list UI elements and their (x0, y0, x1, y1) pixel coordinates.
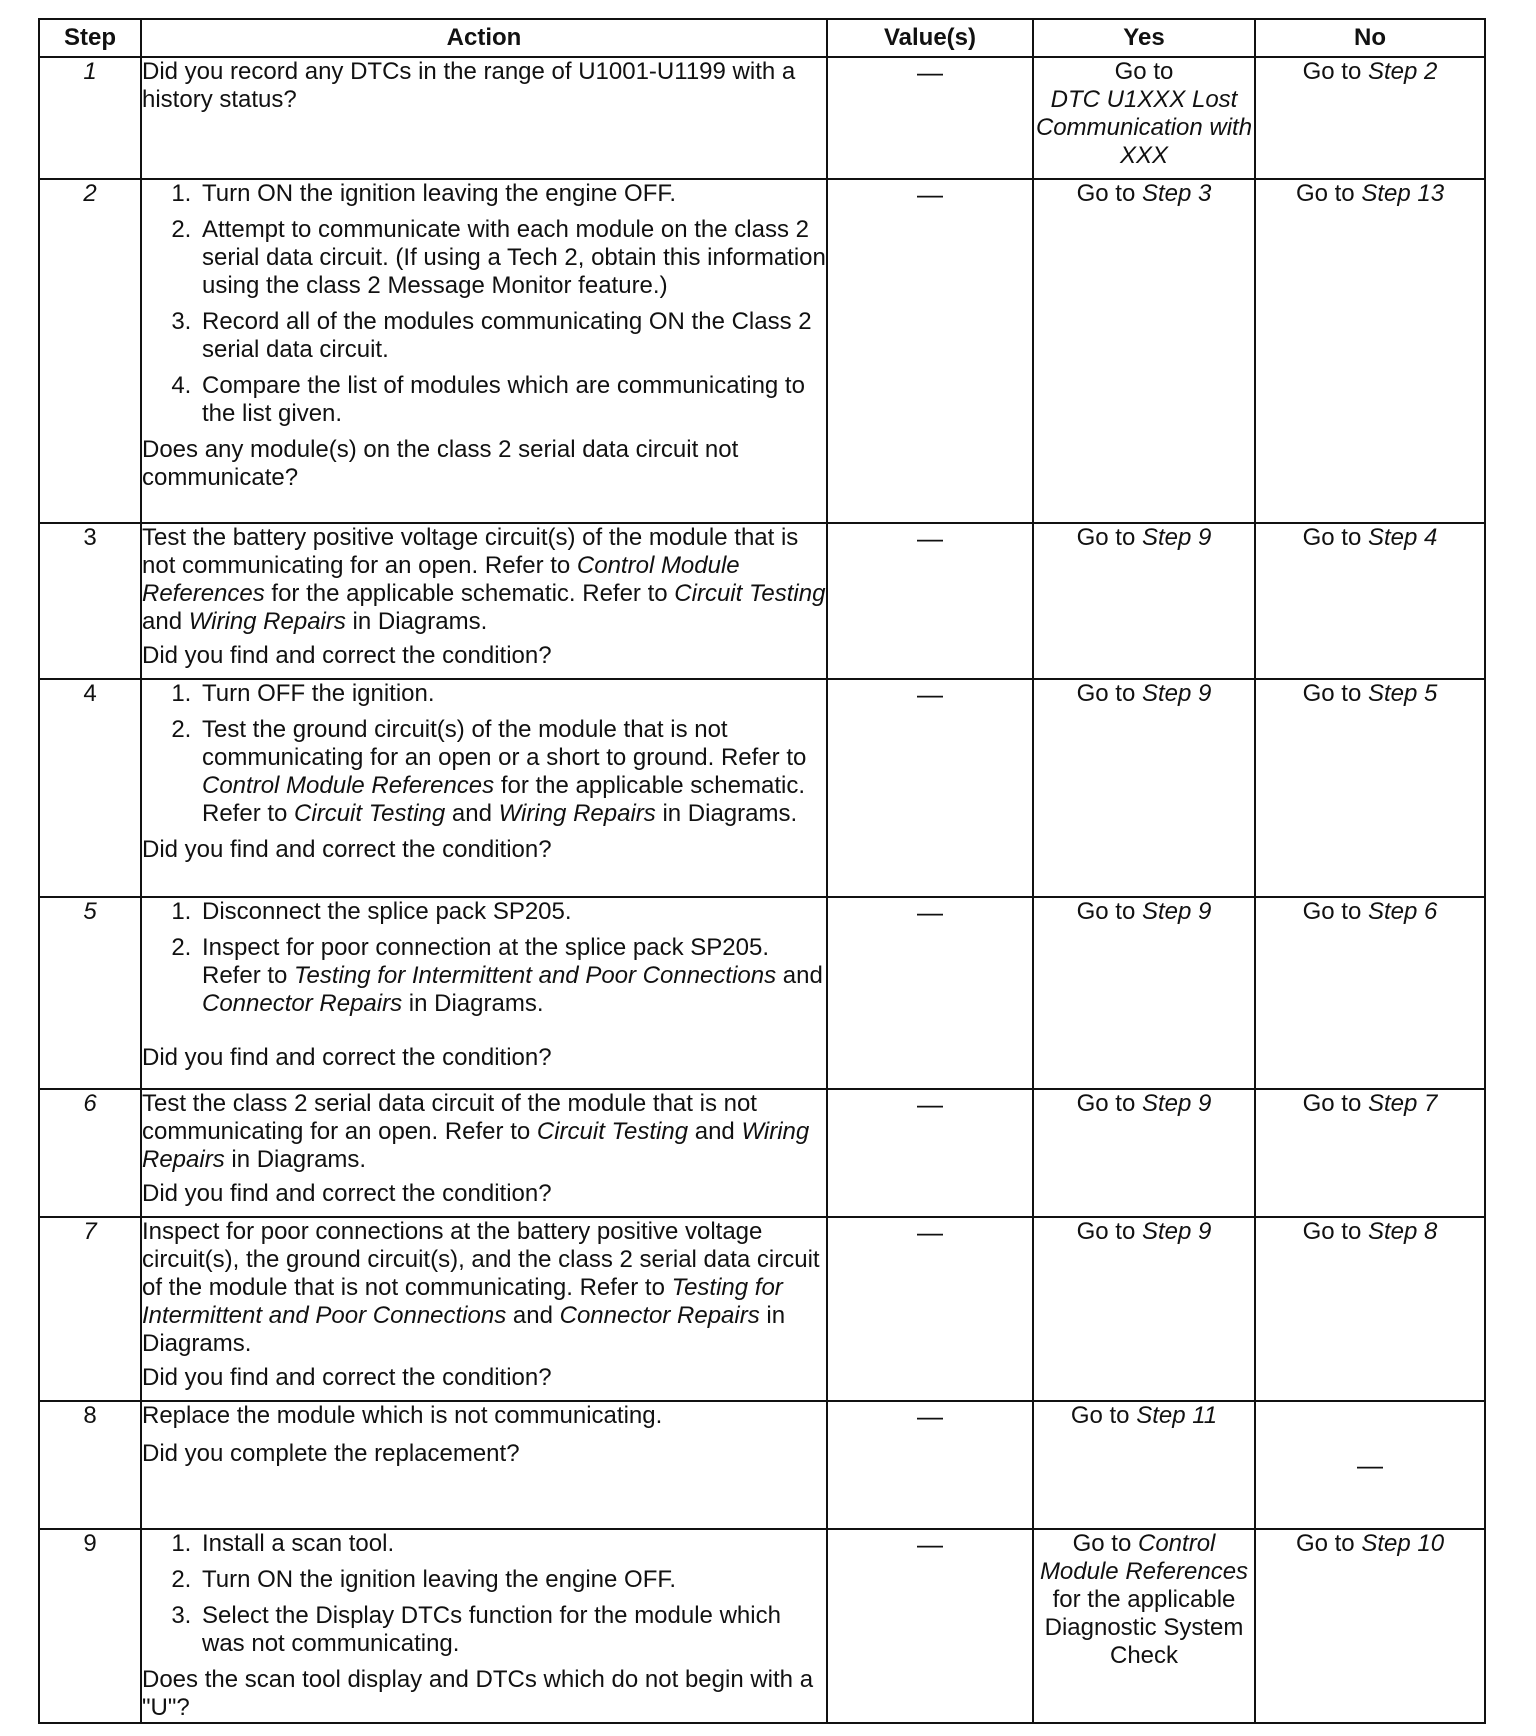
step-number: 3 (39, 523, 141, 679)
action-text (142, 524, 826, 636)
step-number: 7 (39, 1217, 141, 1401)
yes-cell (1033, 1089, 1255, 1217)
yes-cell (1033, 1529, 1255, 1723)
action-text-part: Test the class 2 serial data circuit of the module that is not communicating for an open. Refer to (142, 1090, 757, 1145)
action-cell (141, 679, 827, 897)
table-row (39, 897, 1485, 1089)
value-cell: — (827, 1529, 1033, 1723)
action-question: Did you complete the replacement? (142, 1440, 520, 1467)
action-step-item: 2. Attempt to communicate with each module on the class 2 serial data circuit. (If using a Tech 2, obtain this information using the class 2 Message Monitor feature.) (198, 216, 826, 300)
reference-circuit-testing: Circuit Testing (294, 800, 446, 827)
yes-step-link: Step 9 (1141, 1090, 1212, 1117)
action-step-item (198, 716, 826, 828)
action-steps-list (142, 898, 826, 1018)
step-number: 8 (39, 1401, 141, 1529)
no-goto-text: Go to (1295, 1530, 1362, 1557)
no-step-link: Step 8 (1367, 1218, 1438, 1245)
step-number: 1 (39, 57, 141, 179)
no-step-link: Step 6 (1367, 898, 1438, 925)
action-cell (141, 179, 827, 523)
no-cell (1255, 1089, 1485, 1217)
header-step: Step (39, 19, 141, 57)
no-step-link: Step 10 (1361, 1530, 1445, 1557)
action-text-part: in Diagrams. (224, 1146, 367, 1173)
yes-cell (1033, 679, 1255, 897)
no-step-link: Step 5 (1367, 680, 1438, 707)
action-text-part: and (142, 608, 189, 635)
action-question: Did you find and correct the condition? (142, 1044, 552, 1071)
no-goto-text: Go to (1302, 898, 1368, 925)
yes-goto-text: Go to (1076, 180, 1142, 207)
yes-cell (1033, 1217, 1255, 1401)
reference-intermittent-connections: Testing for Intermittent and Poor Connections (294, 962, 777, 989)
no-goto-text: Go to (1295, 180, 1362, 207)
header-row (39, 19, 1485, 57)
action-text-part: Test the battery positive voltage circuit(s) of the module that is not communicating for an open. Refer to (142, 524, 799, 579)
no-cell (1255, 179, 1485, 523)
action-text-part: and (445, 800, 499, 827)
yes-goto-text: Go to (1076, 1218, 1142, 1245)
action-cell (141, 897, 827, 1089)
yes-cell (1033, 57, 1255, 179)
action-text: Did you record any DTCs in the range of U1001-U1199 with a history status? (142, 58, 796, 113)
action-text-part: Test the ground circuit(s) of the module that is not communicating for an open or a short to ground. Refer to (202, 716, 807, 771)
action-step-item: 3. Record all of the modules communicating ON the Class 2 serial data circuit. (198, 308, 826, 364)
action-text-part: Inspect for poor connections at the battery positive voltage circuit(s), the ground circuit(s), and the class 2 serial data circuit of the module that is not communicating. Refer to (142, 1218, 820, 1301)
yes-cell (1033, 523, 1255, 679)
action-question: Does the scan tool display and DTCs which do not begin with a "U"? (142, 1666, 814, 1721)
action-text-part: in Diagrams. (402, 990, 544, 1017)
table-row (39, 57, 1485, 179)
yes-step-link: Step 9 (1141, 680, 1212, 707)
no-goto-text: Go to (1302, 680, 1368, 707)
header-action: Action (141, 19, 827, 57)
no-cell (1255, 1217, 1485, 1401)
yes-text-part: for the applicable Diagnostic System Check (1044, 1586, 1244, 1669)
no-goto-text: Go to (1302, 524, 1368, 551)
action-text-part: for the applicable schematic. Refer to (264, 580, 675, 607)
no-step-link: Step 4 (1367, 524, 1438, 551)
step-number: 2 (39, 179, 141, 523)
action-text-part: in Diagrams. (345, 608, 488, 635)
value-cell: — (827, 679, 1033, 897)
table-row (39, 179, 1485, 523)
action-cell (141, 1217, 827, 1401)
action-step-item: 1. Install a scan tool. (198, 1530, 826, 1558)
action-text-part: and (776, 962, 823, 989)
value-cell: — (827, 57, 1033, 179)
yes-step-link: Step 9 (1141, 1218, 1212, 1245)
reference-wiring-repairs: Wiring Repairs (188, 608, 346, 635)
reference-circuit-testing: Circuit Testing (674, 580, 826, 607)
step-number: 6 (39, 1089, 141, 1217)
yes-step-link: Step 9 (1141, 898, 1212, 925)
value-cell: — (827, 897, 1033, 1089)
action-step-item: 3. Select the Display DTCs function for the module which was not communicating. (198, 1602, 826, 1658)
yes-cell (1033, 179, 1255, 523)
action-text-part: and (688, 1118, 742, 1145)
action-text-part: and (506, 1302, 560, 1329)
action-step-item: 1. Turn ON the ignition leaving the engine OFF. (198, 180, 826, 208)
reference-connector-repairs: Connector Repairs (559, 1302, 760, 1329)
yes-goto-text: Go to (1076, 1090, 1142, 1117)
action-steps-list (142, 680, 826, 828)
yes-step-link: Step 9 (1141, 524, 1212, 551)
reference-intermittent-connections: Testing for Intermittent and Poor Connections (142, 1274, 783, 1329)
action-step-item: 1. Disconnect the splice pack SP205. (198, 898, 826, 926)
action-text-part: in Diagrams. (142, 1302, 786, 1357)
action-question: Did you find and correct the condition? (142, 836, 552, 863)
action-cell (141, 1401, 827, 1529)
action-step-item: 4. Compare the list of modules which are communicating to the list given. (198, 372, 826, 428)
table-row (39, 679, 1485, 897)
action-cell (141, 1089, 827, 1217)
action-step-item: 2. Turn ON the ignition leaving the engine OFF. (198, 1566, 826, 1594)
value-cell: — (827, 523, 1033, 679)
no-cell (1255, 523, 1485, 679)
yes-goto-text: Go to (1076, 680, 1142, 707)
step-number: 9 (39, 1529, 141, 1723)
action-text: Replace the module which is not communicating. (142, 1402, 663, 1429)
yes-dtc-reference: DTC U1XXX Lost Communication with XXX (1035, 86, 1253, 169)
no-cell (1255, 897, 1485, 1089)
action-steps-list (142, 1530, 826, 1658)
no-step-link: Step 2 (1367, 58, 1438, 85)
value-cell: — (827, 1217, 1033, 1401)
no-cell (1255, 679, 1485, 897)
table-row (39, 1217, 1485, 1401)
header-no: No (1255, 19, 1485, 57)
action-question: Did you find and correct the condition? (142, 1180, 552, 1207)
value-cell: — (827, 179, 1033, 523)
table-row (39, 1401, 1485, 1529)
table-row (39, 523, 1485, 679)
reference-circuit-testing: Circuit Testing (536, 1118, 689, 1145)
no-step-link: Step 7 (1367, 1090, 1438, 1117)
no-goto-text: Go to (1302, 58, 1368, 85)
yes-goto-text: Go to (1076, 524, 1142, 551)
no-step-link: Step 13 (1361, 180, 1445, 207)
table-row (39, 1529, 1485, 1723)
yes-goto-text: Go to (1076, 898, 1142, 925)
action-cell (141, 523, 827, 679)
yes-step-link: Step 3 (1141, 180, 1212, 207)
action-step-item: 1. Turn OFF the ignition. (198, 680, 826, 708)
step-number: 5 (39, 897, 141, 1089)
reference-control-module: Control Module References (202, 772, 495, 799)
no-cell (1255, 1529, 1485, 1723)
yes-reference-control-module: Control Module References (1039, 1530, 1249, 1585)
action-cell (141, 1529, 827, 1723)
action-text (142, 1218, 826, 1358)
action-question: Did you find and correct the condition? (142, 642, 552, 669)
value-cell: — (827, 1401, 1033, 1529)
step-number: 4 (39, 679, 141, 897)
diagnostic-table (38, 18, 1486, 1724)
action-step-item (198, 934, 826, 1018)
action-text (142, 1090, 826, 1174)
reference-wiring-repairs: Wiring Repairs (142, 1118, 810, 1173)
action-steps-list (142, 180, 826, 428)
yes-goto-text: Go to (1114, 58, 1174, 85)
table-row (39, 1089, 1485, 1217)
action-text-part: for the applicable schematic. Refer to (202, 772, 805, 827)
no-goto-text: Go to (1302, 1218, 1368, 1245)
value-cell: — (827, 1089, 1033, 1217)
yes-cell (1033, 1401, 1255, 1529)
header-values: Value(s) (827, 19, 1033, 57)
header-yes: Yes (1033, 19, 1255, 57)
reference-connector-repairs: Connector Repairs (202, 990, 403, 1017)
yes-goto-text: Go to (1070, 1402, 1137, 1429)
yes-cell (1033, 897, 1255, 1089)
no-cell (1255, 57, 1485, 179)
action-question: Does any module(s) on the class 2 serial data circuit not communicate? (142, 436, 739, 491)
no-cell: — (1255, 1401, 1485, 1529)
reference-control-module: Control Module References (142, 552, 740, 607)
reference-wiring-repairs: Wiring Repairs (498, 800, 656, 827)
yes-goto-text: Go to (1072, 1530, 1138, 1557)
no-goto-text: Go to (1302, 1090, 1368, 1117)
action-text-part: Inspect for poor connection at the splice pack SP205. Refer to (202, 934, 770, 989)
action-question: Did you find and correct the condition? (142, 1364, 552, 1391)
yes-step-link: Step 11 (1136, 1402, 1218, 1429)
action-cell (141, 57, 827, 179)
action-text-part: in Diagrams. (655, 800, 798, 827)
